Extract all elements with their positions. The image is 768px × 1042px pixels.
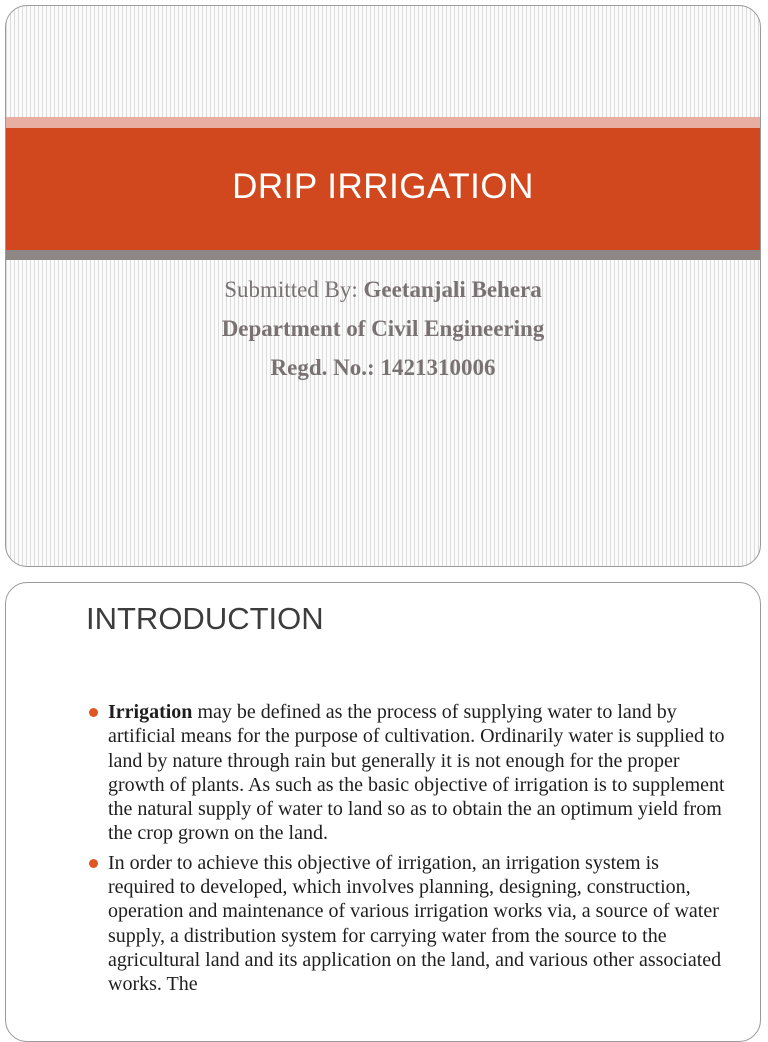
bullet-list — [87, 700, 727, 1002]
author-name: Geetanjali Behera — [363, 277, 542, 302]
slide-title: DRIP IRRIGATION — [232, 167, 534, 206]
title-band-top-stripe — [6, 117, 760, 128]
regd-number: 1421310006 — [380, 355, 496, 380]
bullet-item — [87, 700, 727, 846]
bullet-bold-term: Irrigation — [108, 701, 193, 723]
introduction-slide — [5, 582, 761, 1042]
slide-heading: INTRODUCTION — [86, 601, 324, 636]
submitted-by-label: Submitted By: — [224, 277, 358, 302]
title-slide — [5, 5, 761, 567]
bullet-item — [87, 851, 727, 997]
bullet-icon — [89, 708, 98, 717]
bullet-icon — [89, 859, 98, 868]
regd-label: Regd. No.: — [270, 355, 375, 380]
bullet-text: In order to achieve this objective of irrigation, an irrigation system is required to developed, which involves planning, designing, construction, operation and maintenance of various irrigation works via, a source of water supply, a distribution system for carrying water from the source to the agricultural land and its application on the land, and various other associated works. The — [108, 851, 722, 996]
department-line: Department of Civil Engineering — [221, 316, 545, 341]
bullet-text: may be defined as the process of supplying water to land by artificial means for the purpose of cultivation. Ordinarily water is supplied to land by nature through rain but generally it is not enough for the proper growth of plants. As such as the basic objective of irrigation is to supplement the natural supply of water to land so as to obtain the an optimum yield from the crop grown on the land. — [108, 701, 725, 845]
submitted-by-line — [6, 276, 760, 304]
title-band-bottom-stripe — [6, 250, 760, 260]
registration-line — [6, 354, 760, 382]
